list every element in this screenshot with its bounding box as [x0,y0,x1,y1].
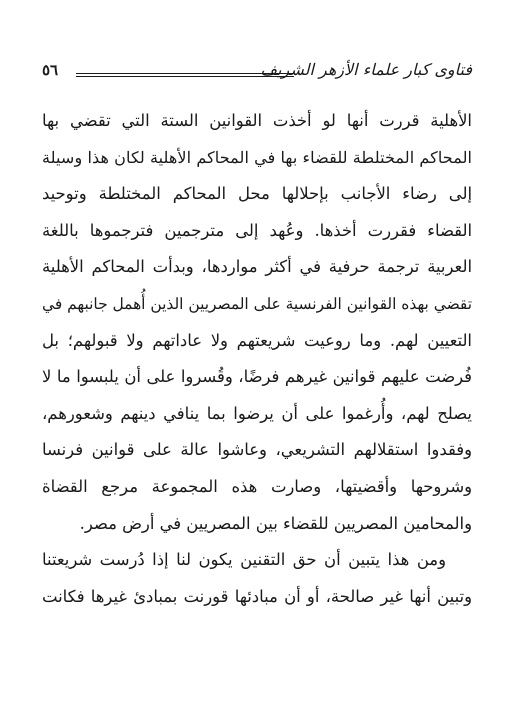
text-line: الأهلية قررت أنها لو أخذت القوانين الستة التي تقضي بها [42,111,472,130]
text-line: تقضي بهذه القوانين الفرنسية على المصريين الذين أُهمل جانبهم في [42,294,472,313]
text-line: والمحامين المصريين للقضاء بين المصريين في أرض مصر. [79,513,472,533]
text-line: وشروحها وأقضيتها، وصارت هذه المجموعة مرجع القضاة [42,476,472,496]
text-line: وفقدوا استقلالهم التشريعي، وعاشوا عالة على قوانين فرنسا [42,440,472,460]
running-title: فتاوى كبار علماء الأزهر الشريف [260,60,472,79]
text-line: فُرضت عليهم قوانين غيرهم فرضًا، وقُسروا على أن يلبسوا ما لا [42,367,472,387]
page-header [42,54,472,88]
text-line: العربية ترجمة حرفية في أكثر مواردها، وبدأت المحاكم الأهلية [42,257,472,277]
text-line: القضاء فقررت أخذها. وعُهد إلى مترجمين فترجموها باللغة [42,220,472,240]
text-line: إلى رضاء الأجانب بإحلالها محل المحاكم المختلطة وتوحيد [42,184,472,204]
text-line: التعيين لهم. وما روعيت شريعتهم ولا عاداتهم ولا قبولهم؛ بل [42,330,472,350]
header-rule [76,73,294,77]
paragraph-start-line: ومن هذا يتبين أن حق التقنين يكون لنا إذا دُرست شريعتنا [42,550,446,570]
text-line: المحاكم المختلطة للقضاء بها في المحاكم الأهلية لكان هذا وسيلة [42,147,472,167]
body-text [42,103,472,615]
text-line: يصلح لهم، وأُرغموا على أن يرضوا بما ينافي دينهم وشعورهم، [42,403,472,423]
text-line: وتبين أنها غير صالحة، أو أن مبادئها قورنت بمبادئ غيرها فكانت [42,586,472,606]
page-number: ٥٦ [42,61,59,79]
